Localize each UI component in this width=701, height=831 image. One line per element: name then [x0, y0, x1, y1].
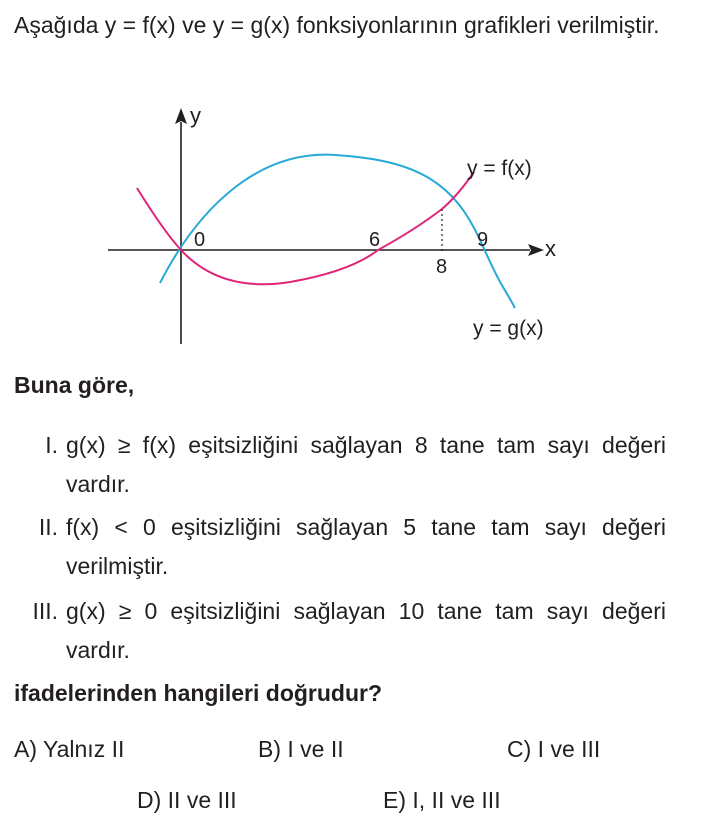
statement-1	[14, 426, 666, 504]
g-curve-label: y = g(x)	[473, 317, 544, 340]
statement-text: g(x) ≥ 0 eşitsizliğini sağlayan 10 tane tam sayı değeri vardır.	[66, 598, 666, 663]
tick-6-label: 6	[369, 229, 381, 251]
question-text: ifadelerinden hangileri doğrudur?	[14, 680, 383, 706]
choice-c[interactable]: C) I ve III	[507, 736, 601, 762]
tick-9-label: 9	[477, 229, 489, 251]
x-axis-arrow-icon	[528, 244, 544, 256]
choice-d[interactable]: D) II ve III	[137, 787, 237, 813]
g-curve	[160, 155, 515, 308]
statement-number: II.	[38, 514, 58, 540]
choice-e[interactable]: E) I, II ve III	[383, 787, 501, 813]
x-axis-label: x	[545, 236, 556, 261]
y-axis-label: y	[190, 103, 201, 128]
tick-8-label: 8	[436, 256, 448, 278]
statement-2	[14, 508, 666, 586]
intro-text: Aşağıda y = f(x) ve y = g(x) fonksiyonlarının grafikleri verilmiştir.	[14, 12, 660, 38]
choice-a[interactable]: A) Yalnız II	[14, 736, 125, 762]
lead-text: Buna göre,	[14, 372, 135, 398]
function-graph	[0, 0, 701, 360]
choice-b[interactable]: B) I ve II	[258, 736, 344, 762]
y-axis-arrow-icon	[175, 108, 187, 124]
f-curve	[137, 172, 474, 284]
statement-text: f(x) < 0 eşitsizliğini sağlayan 5 tane tam sayı değeri verilmiştir.	[66, 514, 666, 579]
statement-number: I.	[45, 432, 58, 458]
statement-number: III.	[32, 598, 58, 624]
origin-label: 0	[194, 229, 206, 251]
f-curve-label: y = f(x)	[467, 157, 532, 180]
statement-3	[14, 592, 666, 670]
statement-text: g(x) ≥ f(x) eşitsizliğini sağlayan 8 tane tam sayı değeri vardır.	[66, 432, 666, 497]
